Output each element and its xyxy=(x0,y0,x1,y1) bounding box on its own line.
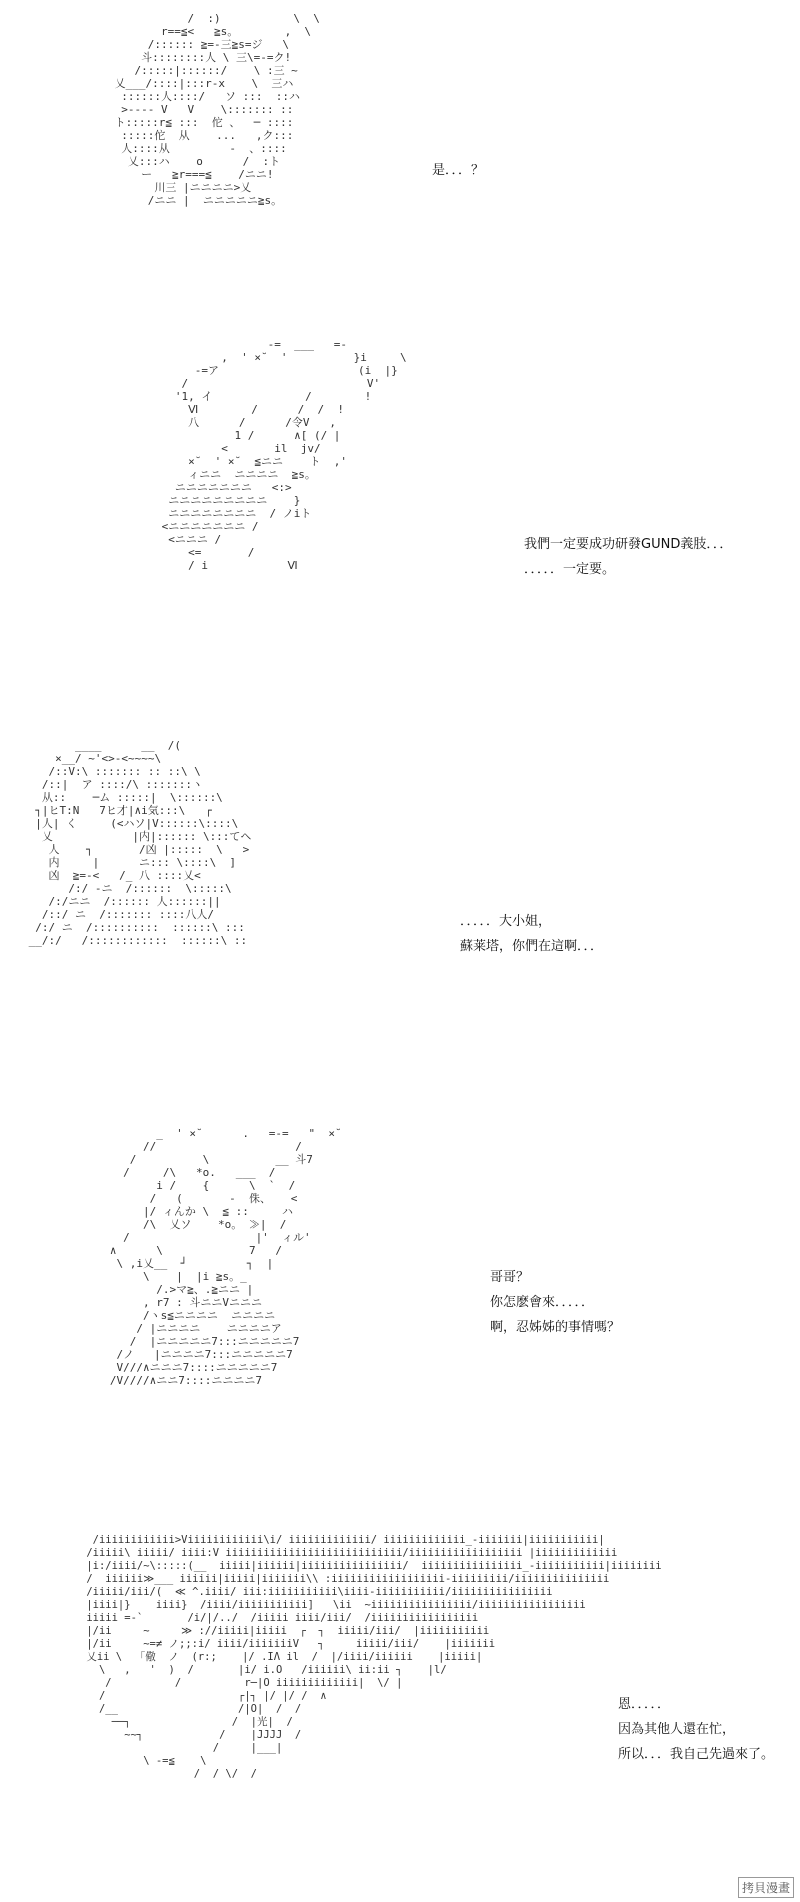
panel-1 xyxy=(0,0,800,285)
dialogue-line: ．．．．．一定要。 xyxy=(524,562,616,577)
dialogue-line: 啊，忍姊姊的事情嗎？ xyxy=(490,1320,621,1335)
dialogue-2 xyxy=(524,532,732,582)
dialogue-line: 哥哥？ xyxy=(490,1270,530,1285)
dialogue-1 xyxy=(432,158,484,183)
dialogue-line: 我們一定要成功研發GUND義肢．．． xyxy=(524,537,733,552)
watermark-logo: 拷貝漫畫 xyxy=(738,1877,794,1898)
dialogue-line: 蘇莱塔，你們在這啊．．． xyxy=(460,939,604,954)
panel-4 xyxy=(0,1125,800,1525)
panel-5 xyxy=(0,1530,800,1902)
ascii-art-1: / :) \ \ r==≦< ≧s。 , \ /:::::: ≧=-三≧s=ジ \ 斗::::::::人 \ 三\=-=ク! /:::::|::::::/ \ :三 ~ 乂___/::::|:::r-x \ 三ハ ::::::人::::/ ソ ::: ::ハ >---- V V \::::::: :: ト:::::r≦ ::: 佗 、 ─ :::: :::::佗 从 ... ,ク::: 人::::从 - 、:::: 乂:::ハ o / :ト ー ≧r===≦ /ニニ! 川三 |ニニニニ>乂 /ニニ | ニニニニニ≧s。 xyxy=(114,12,320,207)
dialogue-line: 所以．．．我自己先過來了。 xyxy=(618,1747,775,1762)
panel-2 xyxy=(0,330,800,710)
ascii-art-4: _ ' ×˘ . =-= " ×˘ // / / \ __ 斗7 / /\ *o. ___ / i / { \ ` / / ( - 侏、 < |/ ィんか \ ≦ :: ハ /\ 乂ソ *o。 ≫| / / |' ィル' ∧ \ 7 / \ ,i乂__ ┘ ┐ | \ | |i ≧s。_ /.>マ≧、.≧ニニ | , r7 : 斗ニニVニニニ /ヽs≦ニニニニ ニニニニ / |ニニニニ ニニニニア / |ニニニニニ7:::ニニニニニ7 /ノ |ニニニニ7:::ニニニニニ7 V///∧ニニニ7::::ニニニニニ7 /V////∧ニニ7::::ニニニニ7 xyxy=(109,1127,342,1387)
ascii-art-5: /iiiiiiiiiiii>Viiiiiiiiiiii\i/ iiiiiiiiiiiii/ iiiiiiiiiiiii_-iiiiiii|iiiiiiiiiii| /iiiii\ iiiii/ iiii:V iiiiiiiiiiiiiiiiiiiiiiiiiiii/iiiiiiiiiiiiiiiiii |iiiiiiiiiiiii |i:/iiii/~\:::::(__ iiiii|iiiiii|iiiiiiiiiiiiiiii/ iiiiiiiiiiiiiiii_-iiiiiiiiiii|iiiiiiii / iiiiii≫___ iiiiii|iiiii|iiiiiii\\ :iiiiiiiiiiiiiiiiii-iiiiiiiii/iiiiiiiiiiiiiii /iiiii/iii/( ≪ ^.iiii/ iii:iiiiiiiiiii\iiii-iiiiiiiiiii/iiiiiiiiiiiiiiii |iiii|} iiii} /iiii/iiiiiiiiiii] \ii ~iiiiiiiiiiiiiiii/iiiiiiiiiiiiiiiii iiiii =-` /i/|/../ /iiiii iiii/iii/ /iiiiiiiiiiiiiiiii |/ii ~ ≫ ://iiiii|iiiii ┌ ┐ iiiii/iii/ |iiiiiiiiiii |/ii ~=≠ ノ;;:i/ iiii/iiiiiiiV ┐ iiiii/iii/ |iiiiiii 乂ii \ 「儆 ノ (r:; |/ .IΛ il / |/iiii/iiiiii |iiiii| \ , ' ) / |i/ i.O /iiiiii\ ii:ii ┐ |l/ / / r─|O iiiiiiiiiiiii| \/ | / ┌|┐ |/ |/ / ∧ /__ /|O| / / ──┐ / |光| / ~~┐ / |JJJJ / / |___| \ -=≦ \ / / \/ / xyxy=(86,1534,662,1780)
dialogue-line: 恩．．．．． xyxy=(618,1697,671,1712)
dialogue-3 xyxy=(460,909,603,959)
dialogue-line: 你怎麽會來．．．．． xyxy=(490,1295,595,1310)
ascii-art-2: -= ___ =- , ' ×˘ ' }i \ -=ア (i |} / V' '1, イ / ! Ⅵ / / / ! 八 / /令V , 1 / ∧[ (/ | < il jv/ ×˘ ' ×˘ ≦ニニ ト ,' ィニニ ニニニニ ≧s。 ニニニニニニニ <:> ニニニニニニニニニ } ニニニニニニニニ / ノiト <ニニニニニニニ / <ニニニ / <= / / i Ⅵ xyxy=(161,338,407,572)
dialogue-5 xyxy=(618,1692,774,1767)
panel-3 xyxy=(0,735,800,1105)
dialogue-line: 因為其他人還在忙， xyxy=(618,1722,736,1737)
ascii-art-3: ____ __ /( ×__/ ~'<>-<~~~~\ /::V:\ ::::::: :: ::\ \ /::| ア ::::/\ :::::::ヽ 从:: ─ム :::::| \::::::\ ┐|ヒT:N 7ヒ才|∧i気:::\ ┌ |人| く (<ハソ|V::::::\::::\ 乂 |内|:::::: \:::てヘ 人 ┐ /凶 |::::: \ > 内 | ニ::: \::::\ ] 凶 ≧=-< /_ 八 ::::乂< /:/ -ニ /:::::: \:::::\ /:/ニニ /:::::: 人::::::|| /::/ ニ /::::::: ::::八人/ /:/ ニ /:::::::::: ::::::\ ::: __/:/ /:::::::::::: ::::::\ :: xyxy=(28,739,252,947)
dialogue-line: 是．．．？ xyxy=(432,163,485,178)
dialogue-line: ．．．．．大小姐， xyxy=(460,914,552,929)
dialogue-4 xyxy=(490,1265,620,1340)
